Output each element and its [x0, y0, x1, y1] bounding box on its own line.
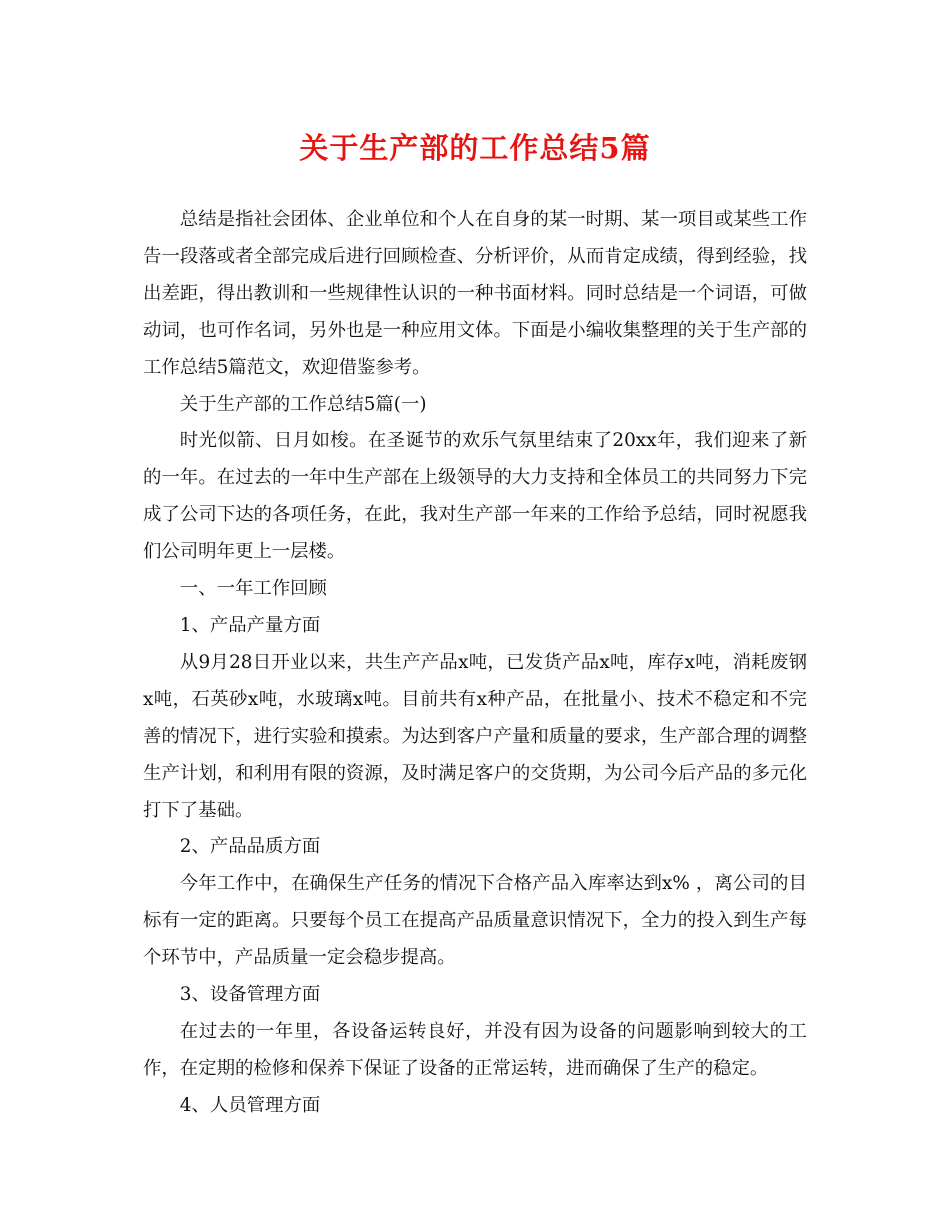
heading-equipment: 3、设备管理方面: [179, 984, 321, 1006]
document-title: 关于生产部的工作总结5篇: [299, 131, 651, 165]
quality-paragraph: 今年工作中，在确保生产任务的情况下合格产品入库率达到x% ，离公司的目标有一定的距离。只要每个员工在提高产品质量意识情况下，全力的投入到生产每个环节中，产品质量一定会稳步提高。: [143, 873, 807, 969]
equipment-paragraph: 在过去的一年里，各设备运转良好，并没有因为设备的问题影响到较大的工作，在定期的检修和保养下保证了设备的正常运转，进而确保了生产的稳定。: [143, 1020, 807, 1079]
document-body: [143, 202, 807, 1125]
opening-paragraph: 时光似箭、日月如梭。在圣诞节的欢乐气氛里结束了20xx年，我们迎来了新的一年。在过去的一年中生产部在上级领导的大力支持和全体员工的共同努力下完成了公司下达的各项任务，在此，我对生产部一年来的工作给予总结，同时祝愿我们公司明年更上一层楼。: [143, 430, 807, 563]
heading-output: 1、产品产量方面: [179, 614, 321, 636]
section-heading-part-one: 关于生产部的工作总结5篇(一): [179, 393, 427, 415]
intro-paragraph: 总结是指社会团体、企业单位和个人在自身的某一时期、某一项目或某些工作告一段落或者全部完成后进行回顾检查、分析评价，从而肯定成绩，得到经验，找出差距，得出教训和一些规律性认识的一种书面材料。同时总结是一个词语，可做动词，也可作名词，另外也是一种应用文体。下面是小编收集整理的关于生产部的工作总结5篇范文，欢迎借鉴参考。: [143, 209, 807, 378]
heading-personnel: 4、人员管理方面: [179, 1094, 321, 1116]
heading-quality: 2、产品品质方面: [179, 836, 321, 858]
output-paragraph: 从9月28日开业以来，共生产产品x吨，已发货产品x吨，库存x吨，消耗废钢x吨，石英砂x吨，水玻璃x吨。目前共有x种产品，在批量小、技术不稳定和不完善的情况下，进行实验和摸索。为达到客户产量和质量的要求，生产部合理的调整生产计划，和利用有限的资源，及时满足客户的交货期，为公司今后产品的多元化打下了基础。: [143, 651, 807, 821]
heading-year-review: 一、一年工作回顾: [179, 578, 327, 600]
